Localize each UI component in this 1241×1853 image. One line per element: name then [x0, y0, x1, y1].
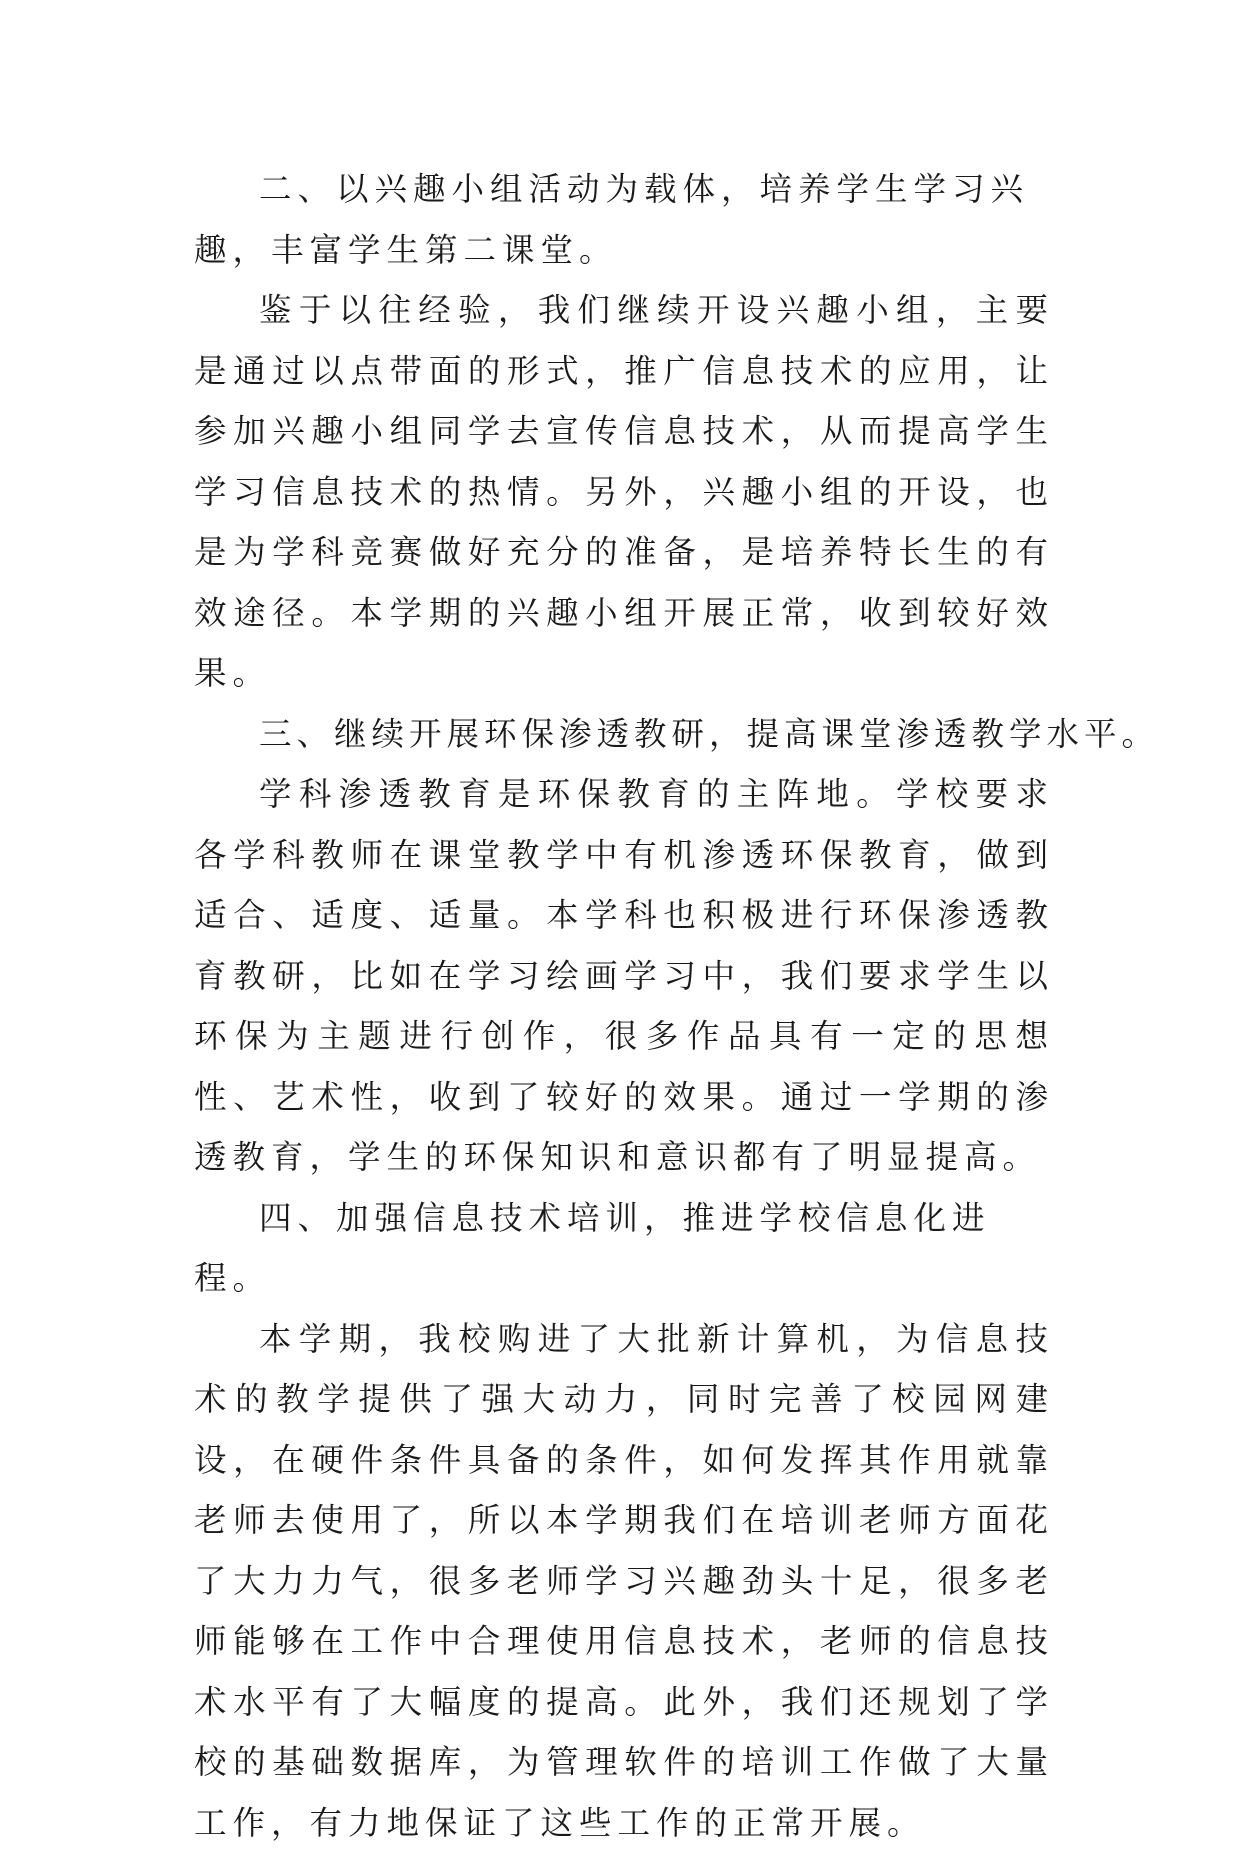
section-heading-3: 三、继续开展环保渗透教研，提高课堂渗透教学水平。	[194, 704, 1054, 765]
body-paragraph: 学科渗透教育是环保教育的主阵地。学校要求各学科教师在课堂教学中有机渗透环保教育，做到适合、适度、适量。本学科也积极进行环保渗透教育教研，比如在学习绘画学习中，我们要求学生以环保为主题进行创作，很多作品具有一定的思想性、艺术性，收到了较好的效果。通过一学期的渗透教育，学生的环保知识和意识都有了明显提高。	[194, 764, 1054, 1188]
document-body	[194, 159, 1054, 1853]
section-heading-2: 二、以兴趣小组活动为载体，培养学生学习兴趣，丰富学生第二课堂。	[194, 159, 1054, 280]
section-heading-4: 四、加强信息技术培训，推进学校信息化进程。	[194, 1188, 1054, 1309]
body-paragraph: 本学期，我校购进了大批新计算机，为信息技术的教学提供了强大动力，同时完善了校园网建设，在硬件条件具备的条件，如何发挥其作用就靠老师去使用了，所以本学期我们在培训老师方面花了大力力气，很多老师学习兴趣劲头十足，很多老师能够在工作中合理使用信息技术，老师的信息技术水平有了大幅度的提高。此外，我们还规划了学校的基础数据库，为管理软件的培训工作做了大量工作，有力地保证了这些工作的正常开展。	[194, 1309, 1054, 1853]
body-paragraph: 鉴于以往经验，我们继续开设兴趣小组，主要是通过以点带面的形式，推广信息技术的应用，让参加兴趣小组同学去宣传信息技术，从而提高学生学习信息技术的热情。另外，兴趣小组的开设，也是为学科竞赛做好充分的准备，是培养特长生的有效途径。本学期的兴趣小组开展正常，收到较好效果。	[194, 280, 1054, 704]
